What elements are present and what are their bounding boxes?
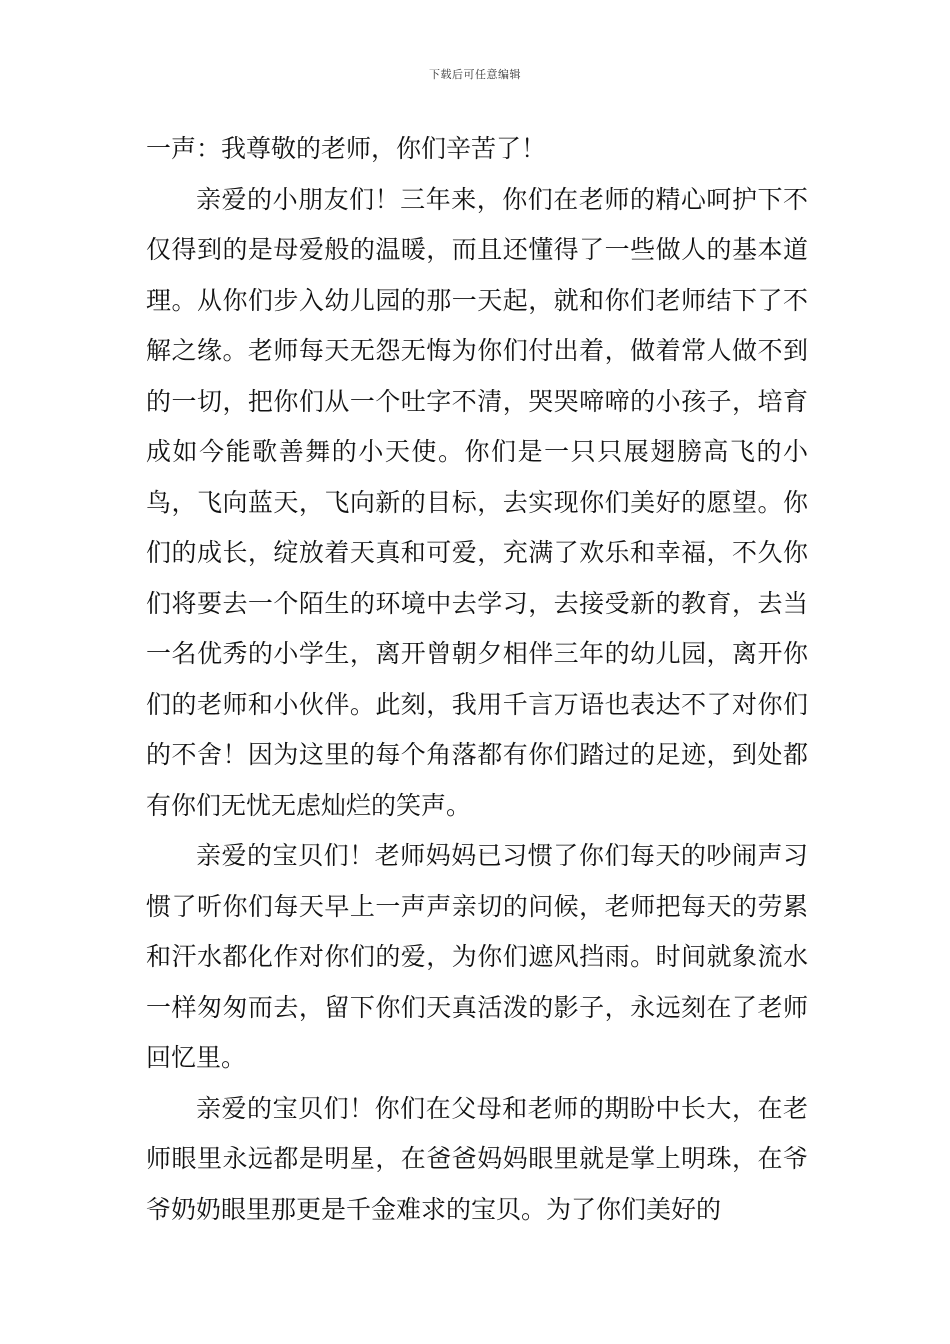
paragraph-treasured-babies: 亲爱的宝贝们！你们在父母和老师的期盼中长大，在老师眼里永远都是明星，在爸爸妈妈眼里就是掌上明珠，在爷爷奶奶眼里那更是千金难求的宝贝。为了你们美好的 bbox=[146, 1093, 808, 1224]
page-header: 下载后可任意编辑 bbox=[429, 68, 521, 81]
paragraph-continuation: 一声：我尊敬的老师，你们辛苦了！ bbox=[146, 134, 547, 163]
paragraph-teacher-memories: 亲爱的宝贝们！老师妈妈已习惯了你们每天的吵闹声习惯了听你们每天早上一声声亲切的问候，老师把每天的劳累和汗水都化作对你们的爱，为你们遮风挡雨。时间就象流水一样匆匆而去，留下你们天真活泼的影子，永远刻在了老师回忆里。 bbox=[146, 841, 808, 1072]
paragraph-children-growth: 亲爱的小朋友们！三年来，你们在老师的精心呵护下不仅得到的是母爱般的温暖，而且还懂得了一些做人的基本道理。从你们步入幼儿园的那一天起，就和你们老师结下了不解之缘。老师每天无怨无悔为你们付出着，做着常人做不到的一切，把你们从一个吐字不清，哭哭啼啼的小孩子，培育成如今能歌善舞的小天使。你们是一只只展翅膀高飞的小鸟，飞向蓝天，飞向新的目标，去实现你们美好的愿望。你们的成长，绽放着天真和可爱，充满了欢乐和幸福，不久你们将要去一个陌生的环境中去学习，去接受新的教育，去当一名优秀的小学生，离开曾朝夕相伴三年的幼儿园，离开你们的老师和小伙伴。此刻，我用千言万语也表达不了对你们的不舍！因为这里的每个角落都有你们踏过的足迹，到处都有你们无忧无虑灿烂的笑声。 bbox=[146, 184, 808, 820]
document-body bbox=[146, 124, 808, 1235]
